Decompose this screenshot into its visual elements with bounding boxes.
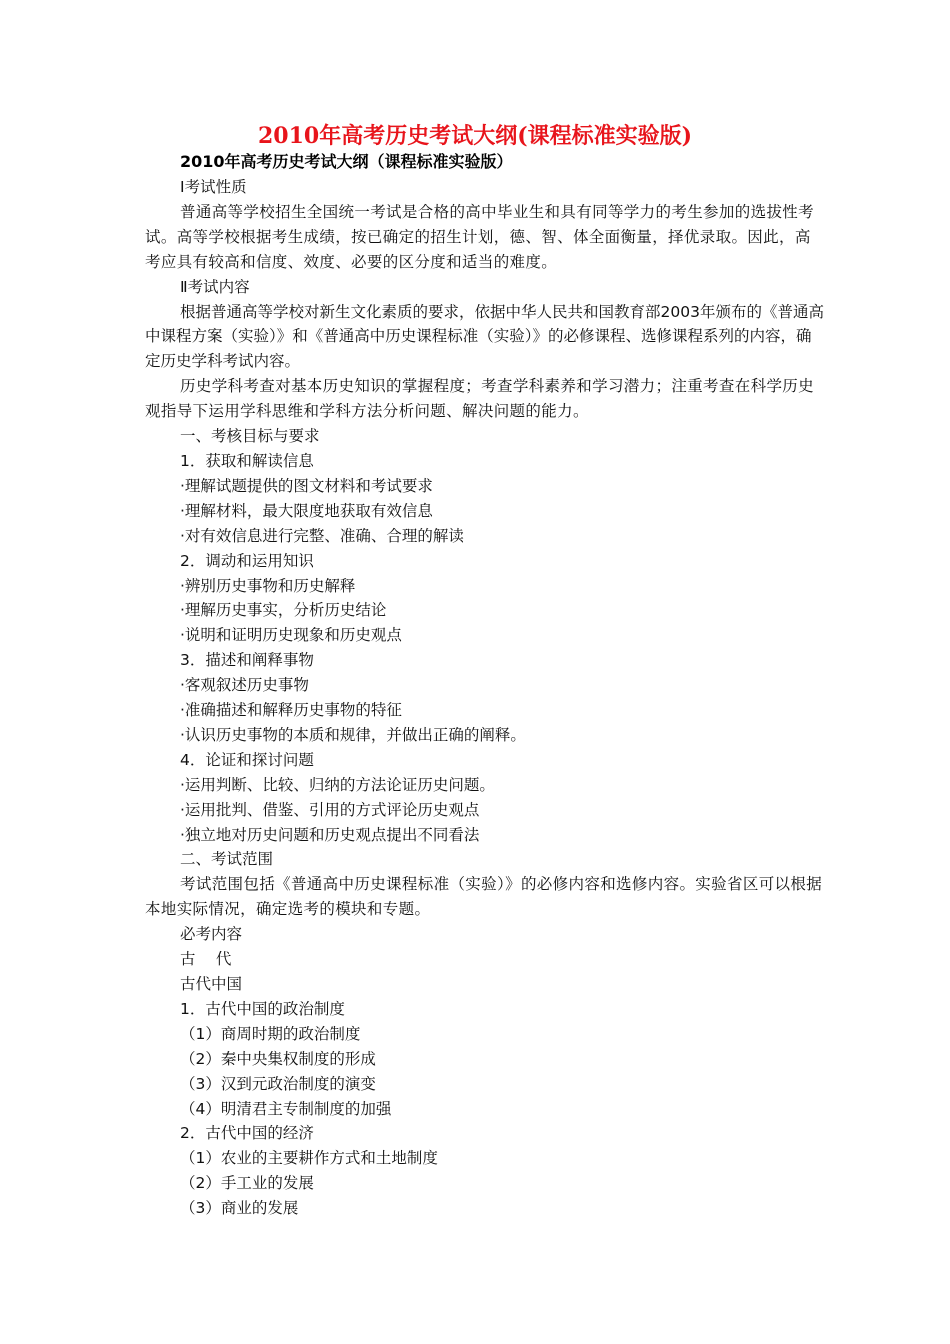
list-item: （2）手工业的发展 xyxy=(180,1174,314,1193)
list-item: ·理解历史事实，分析历史结论 xyxy=(180,601,387,620)
list-item: ·运用判断、比较、归纳的方法论证历史问题。 xyxy=(180,775,495,794)
document-body xyxy=(145,175,825,1221)
section-heading: Ⅰ考试性质 xyxy=(180,178,247,196)
section-heading: Ⅱ考试内容 xyxy=(180,277,250,296)
section-heading: 古 代 xyxy=(180,950,232,969)
section-heading: 古代中国 xyxy=(180,975,243,993)
list-item: 1．获取和解读信息 xyxy=(180,451,314,470)
section-heading: 必考内容 xyxy=(180,925,243,944)
paragraph: 历史学科考查对基本历史知识的掌握程度；考查学科素养和学习潜力；注重考查在科学历史观指导下运用学科思维和学科方法分析问题、解决问题的能力。 xyxy=(145,377,815,421)
list-item: ·理解材料，最大限度地获取有效信息 xyxy=(180,501,433,520)
list-item: ·理解试题提供的图文材料和考试要求 xyxy=(180,476,433,495)
list-item: ·辨别历史事物和历史解释 xyxy=(180,576,356,595)
list-item: 2．调动和运用知识 xyxy=(180,551,314,570)
list-item: 4．论证和探讨问题 xyxy=(180,750,314,769)
document-title: 2010年高考历史考试大纲(课程标准实验版) xyxy=(257,123,693,149)
subsection-heading: 二、考试范围 xyxy=(180,850,274,869)
list-item: （1）农业的主要耕作方式和土地制度 xyxy=(180,1149,438,1168)
list-item: ·说明和证明历史现象和历史观点 xyxy=(180,626,402,645)
paragraph: 根据普通高等学校对新生文化素质的要求，依据中华人民共和国教育部2003年颁布的《普通高中课程方案（实验）》和《普通高中历史课程标准（实验）》的必修课程、选修课程系列的内容，确定历史学科考试内容。 xyxy=(145,302,824,371)
paragraph: 普通高等学校招生全国统一考试是合格的高中毕业生和具有同等学力的考生参加的选拔性考试。高等学校根据考生成绩，按已确定的招生计划，德、智、体全面衡量，择优录取。因此，高考应具有较高和信度、效度、必要的区分度和适当的难度。 xyxy=(145,202,815,271)
list-item: ·客观叙述历史事物 xyxy=(180,676,309,695)
paragraph: 考试范围包括《普通高中历史课程标准（实验）》的必修内容和选修内容。实验省区可以根据本地实际情况，确定选考的模块和专题。 xyxy=(145,875,823,919)
list-item: ·准确描述和解释历史事物的特征 xyxy=(180,701,402,720)
subsection-heading: 一、考核目标与要求 xyxy=(180,427,320,446)
list-item: （2）秦中央集权制度的形成 xyxy=(180,1049,376,1068)
list-item: （3）汉到元政治制度的演变 xyxy=(180,1074,376,1093)
list-item: 2．古代中国的经济 xyxy=(180,1124,314,1143)
list-item: 3．描述和阐释事物 xyxy=(180,651,314,670)
list-item: （3）商业的发展 xyxy=(180,1199,299,1218)
list-item: （4）明清君主专制制度的加强 xyxy=(180,1099,392,1118)
list-item: ·对有效信息进行完整、准确、合理的解读 xyxy=(180,526,464,545)
document-subtitle: 2010年高考历史考试大纲（课程标准实验版） xyxy=(180,152,513,171)
list-item: ·认识历史事物的本质和规律，并做出正确的阐释。 xyxy=(180,725,526,744)
list-item: ·运用批判、借鉴、引用的方式评论历史观点 xyxy=(180,800,480,819)
list-item: （1）商周时期的政治制度 xyxy=(180,1024,361,1043)
list-item: ·独立地对历史问题和历史观点提出不同看法 xyxy=(180,825,480,844)
list-item: 1．古代中国的政治制度 xyxy=(180,999,345,1018)
